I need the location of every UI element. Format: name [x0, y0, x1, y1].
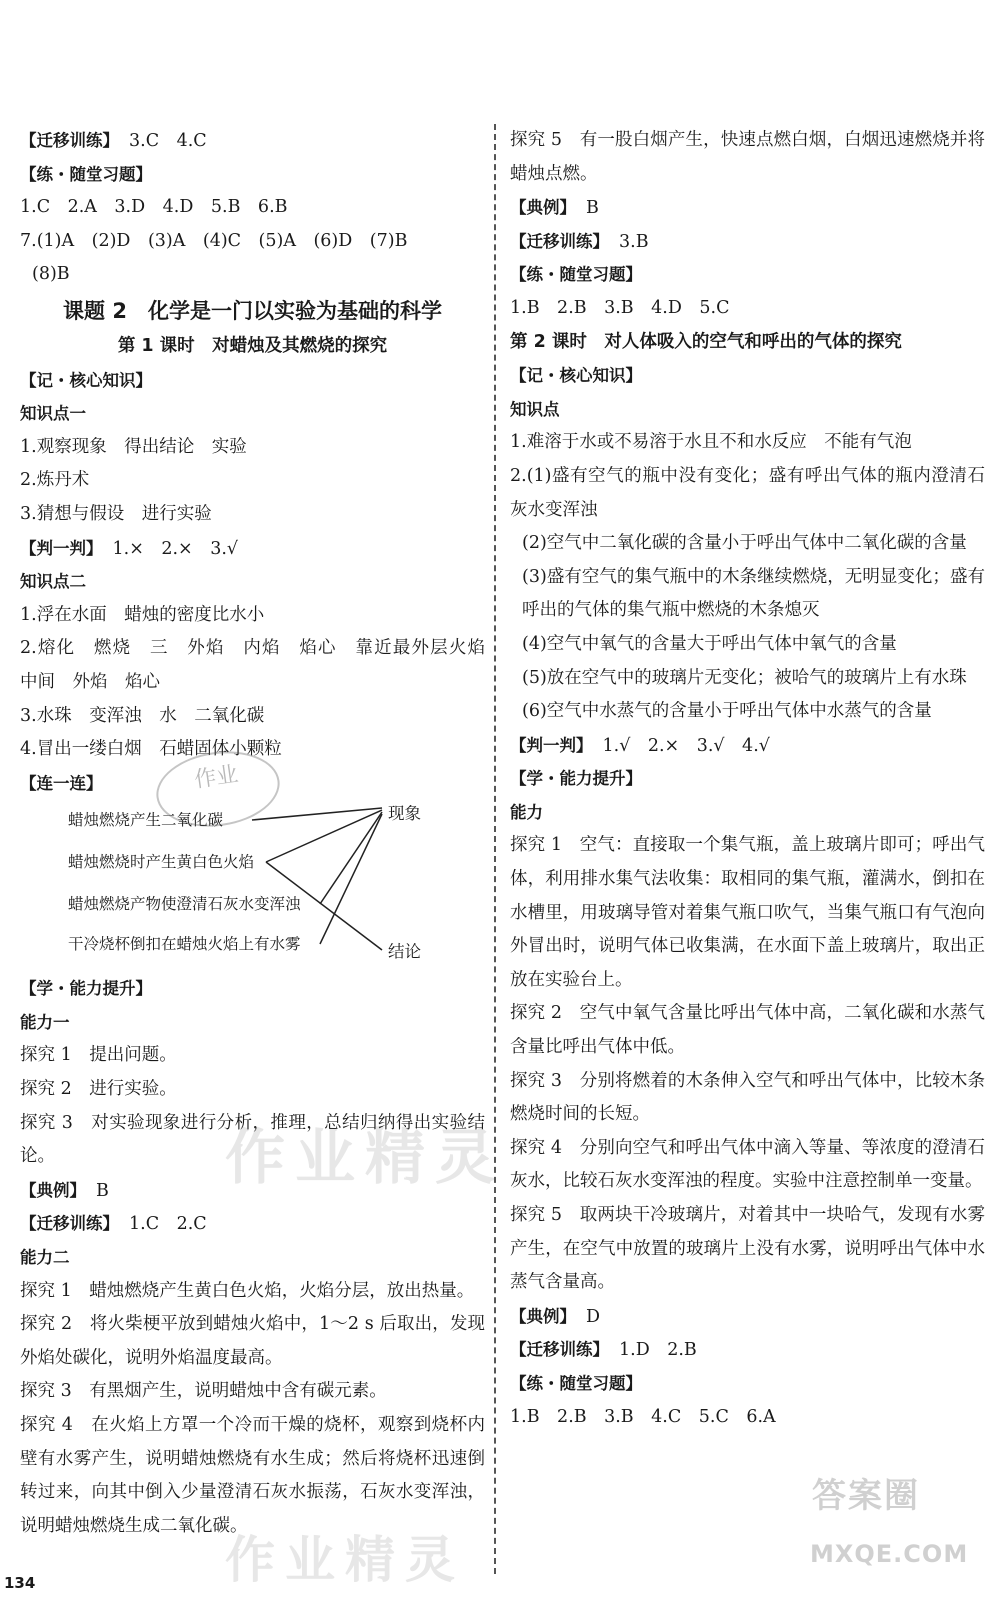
answer-line: 1.C 2.A 3.D 4.D 5.B 6.B — [20, 197, 288, 218]
answer-line: 3.水珠 变浑浊 水 二氧化碳 — [20, 705, 265, 726]
answer-line: 1.观察现象 得出结论 实验 — [20, 436, 247, 457]
answer-paragraph: 探究 5 取两块干冷玻璃片，对着其中一块哈气，发现有水雾产生，在空气中放置的玻璃片上没有水雾，说明呼出气体中水蒸气含量高。 — [510, 1205, 985, 1293]
section-tag: 【连一连】 — [20, 773, 103, 793]
answer-line — [20, 1207, 485, 1241]
section-tag: 【判一判】 — [20, 538, 103, 558]
section-tag-line — [20, 364, 485, 398]
answer-line: 1.难溶于水或不易溶于水且不和水反应 不能有气泡 — [510, 432, 912, 453]
answer-line — [510, 729, 985, 763]
answer-line: 1.B 2.B 3.B 4.C 5.C 6.A — [510, 1406, 776, 1427]
section-tag-line — [20, 158, 485, 192]
section-tag-line — [510, 1367, 985, 1401]
answer-paragraph: (3)盛有空气的集气瓶中的木条继续燃烧，无明显变化；盛有呼出的气体的集气瓶中燃烧的木条熄灭 — [522, 566, 985, 621]
section-tag: 【记・核心知识】 — [20, 370, 152, 390]
section-tag: 【典例】 — [510, 198, 576, 218]
lesson-title: 课题 2 化学是一门以实验为基础的科学 — [63, 298, 442, 323]
answer-line: 1.B 2.B 3.B 4.D 5.C — [510, 297, 730, 318]
answer-paragraph: (2)空气中二氧化碳的含量小于呼出气体中二氧化碳的含量 — [522, 533, 967, 554]
answer-paragraph: 探究 4 分别向空气和呼出气体中滴入等量、等浓度的澄清石灰水，比较石灰水变浑浊的程度。实验中注意控制单一变量。 — [510, 1137, 985, 1192]
section-tag-line — [510, 359, 985, 393]
section-tag: 【典例】 — [20, 1180, 86, 1200]
answer-paragraph: 探究 4 在火焰上方罩一个冷而干燥的烧杯，观察到烧杯内壁有水雾产生，说明蜡烛燃烧有水生成；然后将烧杯迅速倒转过来，向其中倒入少量澄清石灰水振荡，石灰水变浑浊，说明蜡烛燃烧生成二氧化碳。 — [20, 1415, 485, 1536]
answer-text: B — [96, 1180, 109, 1201]
answer-text: 1.√ 2.× 3.√ 4.√ — [602, 735, 770, 756]
answer-paragraph: (5)放在空气中的玻璃片无变化；被哈气的玻璃片上有水珠 — [522, 667, 967, 688]
answer-paragraph: 2.熔化 燃烧 三 外焰 内焰 焰心 靠近最外层火焰 中间 外焰 焰心 — [20, 638, 503, 692]
section-tag: 【迁移训练】 — [510, 231, 609, 251]
lesson-subtitle: 第 2 课时 对人体吸入的空气和呼出的气体的探究 — [510, 331, 902, 352]
section-tag: 【练・随堂习题】 — [20, 164, 152, 184]
column-divider — [494, 124, 496, 1574]
answer-line — [510, 225, 985, 259]
answer-line: (8)B — [32, 264, 70, 285]
watermark-text: 作业精灵 — [225, 1531, 465, 1589]
answer-text: 1.C 2.C — [129, 1214, 207, 1235]
answer-text: D — [586, 1306, 601, 1327]
section-tag: 【学・能力提升】 — [20, 979, 152, 999]
section-tag: 【迁移训练】 — [510, 1340, 609, 1360]
answer-text: 3.B — [619, 231, 649, 252]
matching-exercise — [20, 800, 485, 972]
answer-line — [20, 124, 485, 158]
section-tag-line — [510, 762, 985, 796]
knowledge-point-heading: 知识点一 — [20, 404, 86, 424]
section-tag: 【练・随堂习题】 — [510, 1373, 642, 1393]
answer-line: 探究 3 有黑烟产生，说明蜡烛中含有碳元素。 — [20, 1381, 387, 1402]
answer-line — [510, 1333, 985, 1367]
answer-paragraph: 2.(1)盛有空气的瓶中没有变化；盛有呼出气体的瓶内澄清石灰水变浑浊 — [510, 465, 985, 520]
section-tag: 【迁移训练】 — [20, 131, 119, 150]
answer-line: 3.猜想与假设 进行实验 — [20, 503, 212, 524]
answer-line: 1.浮在水面 蜡烛的密度比水小 — [20, 604, 265, 625]
section-tag: 【记・核心知识】 — [510, 366, 642, 386]
section-tag: 【典例】 — [510, 1306, 576, 1326]
section-tag: 【判一判】 — [510, 735, 593, 755]
ability-heading: 能力二 — [20, 1248, 70, 1268]
section-tag-line — [20, 972, 485, 1006]
lesson-subtitle: 第 1 课时 对蜡烛及其燃烧的探究 — [117, 335, 388, 356]
answer-paragraph: 探究 2 将火柴梗平放到蜡烛火焰中，1～2 s 后取出，发现外焰处碳化，说明外焰温度最高。 — [20, 1314, 485, 1368]
section-tag: 【练・随堂习题】 — [510, 265, 642, 285]
answer-line: 4.冒出一缕白烟 石蜡固体小颗粒 — [20, 739, 282, 760]
answer-line: 7.(1)A (2)D (3)A (4)C (5)A (6)D (7)B — [20, 230, 408, 251]
section-tag: 【学・能力提升】 — [510, 769, 642, 789]
left-column — [20, 124, 503, 1543]
answer-text: 1.× 2.× 3.√ — [112, 538, 239, 559]
answer-line — [20, 532, 485, 566]
answer-text: 1.D 2.B — [619, 1340, 697, 1361]
match-line — [320, 812, 382, 904]
answer-line: 2.炼丹术 — [20, 470, 90, 491]
ability-heading: 能力一 — [20, 1012, 70, 1032]
match-item: 蜡烛燃烧产物使澄清石灰水变浑浊 — [68, 895, 301, 914]
answer-paragraph: 探究 5 有一股白烟产生，快速点燃白烟，白烟迅速燃烧并将蜡烛点燃。 — [510, 130, 985, 184]
match-item: 蜡烛燃烧产生二氧化碳 — [68, 811, 224, 830]
knowledge-point-heading: 知识点二 — [20, 572, 86, 592]
answer-paragraph: 探究 2 空气中氧气含量比呼出气体中高，二氧化碳和水蒸气含量比呼出气体中低。 — [510, 1003, 985, 1058]
match-target: 现象 — [388, 804, 421, 824]
watermark-logo: 答案圈 — [812, 1476, 920, 1516]
answer-line: 探究 1 提出问题。 — [20, 1045, 177, 1066]
watermark-site: MXQE.COM — [810, 1540, 969, 1568]
ability-heading: 能力 — [510, 802, 543, 822]
answer-line: (6)空气中水蒸气的含量小于呼出气体中水蒸气的含量 — [522, 701, 932, 722]
answer-line: (4)空气中氧气的含量大于呼出气体中氧气的含量 — [522, 633, 897, 654]
answer-paragraph: 探究 3 对实验现象进行分析，推理，总结归纳得出实验结论。 — [20, 1112, 485, 1167]
ink-stamp: 作业 — [151, 744, 284, 835]
section-tag: 【迁移训练】 — [20, 1214, 119, 1234]
match-target: 结论 — [388, 942, 421, 962]
answer-line — [510, 1300, 985, 1334]
answer-paragraph: 探究 1 空气：直接取一个集气瓶，盖上玻璃片即可；呼出气体，利用排水集气法收集：取相同的集气瓶，灌满水，倒扣在水槽里，用玻璃导管对着集气瓶口吹气，当集气瓶口有气泡向外冒出时，说明气体已收集满，在水面下盖上玻璃片，取出正放在实验台上。 — [510, 835, 985, 990]
answer-line: 探究 2 进行实验。 — [20, 1079, 177, 1100]
match-item: 干冷烧杯倒扣在蜡烛火焰上有水雾 — [68, 935, 301, 954]
watermark-text: 作业精灵 — [225, 1123, 505, 1193]
section-tag-line — [510, 258, 985, 292]
answer-line — [510, 191, 985, 225]
answer-text: 3.C 4.C — [129, 131, 207, 151]
page-number: 134 — [4, 1574, 36, 1592]
right-column — [510, 124, 985, 1434]
answer-text: B — [586, 198, 599, 219]
match-item: 蜡烛燃烧时产生黄白色火焰 — [68, 853, 255, 872]
knowledge-point-heading: 知识点 — [510, 399, 560, 419]
answer-paragraph: 探究 3 分别将燃着的木条伸入空气和呼出气体中，比较木条燃烧时间的长短。 — [510, 1070, 985, 1125]
answer-paragraph: 探究 1 蜡烛燃烧产生黄白色火焰，火焰分层，放出热量。 — [20, 1280, 475, 1301]
